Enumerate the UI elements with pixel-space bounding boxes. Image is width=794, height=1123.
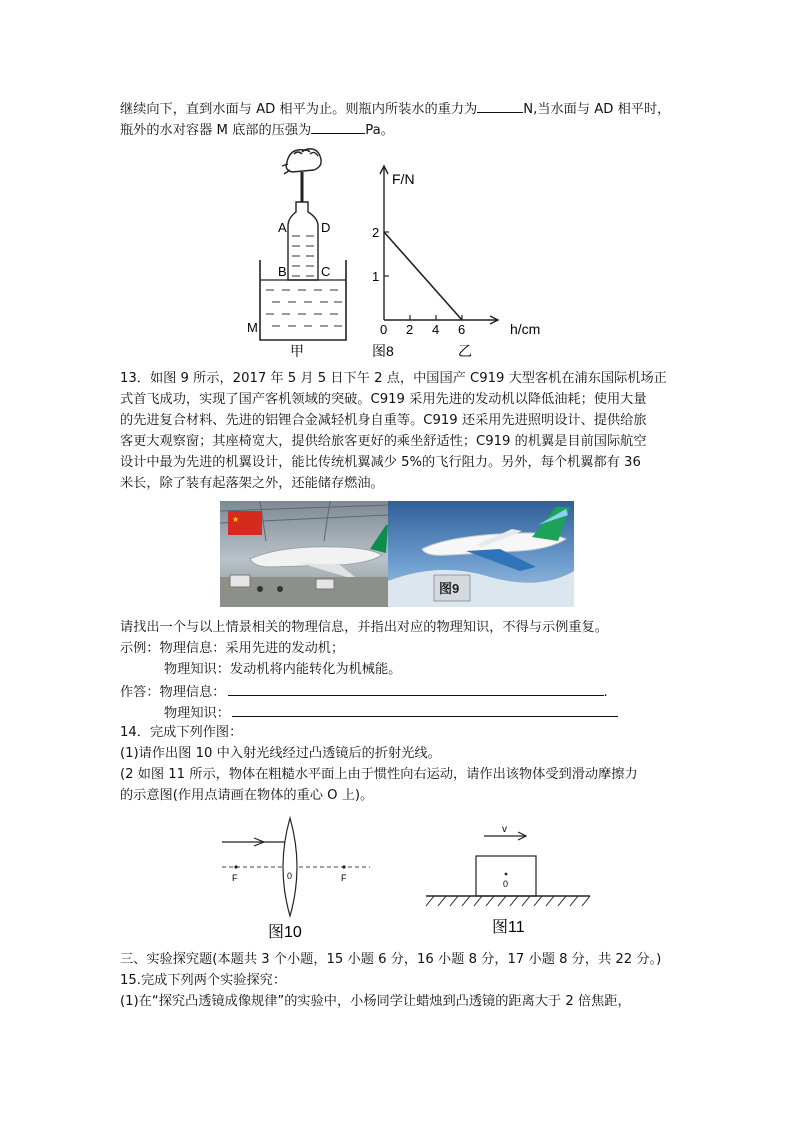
q13-answer-knowledge-row: 物理知识： (164, 702, 618, 724)
figure-8 (232, 140, 562, 362)
figure-10 (216, 816, 376, 944)
label-C: C (321, 264, 331, 279)
convex-lens (283, 818, 297, 916)
caption-jia: 甲 (290, 343, 304, 359)
velocity-label: v (502, 824, 507, 835)
q13-line-5: 设计中最为先进的机翼设计，能比传统机翼减少 5%的飞行阻力。另外，每个机翼都有 36 (120, 455, 641, 470)
focus-right: F (341, 873, 347, 883)
photo-c919-flight (388, 501, 574, 607)
answer-blank-info[interactable] (228, 681, 604, 696)
q12-line1: 继续向下，直到水面与 AD 相平为止。则瓶内所装水的重力为 N,当水面与 AD 相平时， (120, 98, 670, 120)
photo-c919-hangar (220, 501, 388, 607)
x-axis-label: h/cm (510, 321, 541, 337)
label-A: A (278, 220, 287, 235)
label-M: M (247, 320, 258, 335)
q13-instruction: 请找出一个与以上情景相关的物理信息，并指出对应的物理知识，不得与示例重复。 (120, 620, 608, 635)
fig11-caption: 图11 (492, 919, 525, 936)
center-of-gravity (505, 873, 508, 876)
x-tick-label: 0 (380, 322, 388, 337)
graph-yi (372, 166, 540, 337)
y-tick-label: 1 (372, 269, 380, 284)
section3-heading: 三、实验探究题(本题共 3 个小题，15 小题 6 分，16 小题 8 分，17 小题 8 分，共 22 分。) (120, 952, 662, 967)
fig9-caption: 图9 (439, 581, 460, 596)
q14-part2-line1: (2 如图 11 所示，物体在粗糙水平面上由于惯性向右运动，请作出该物体受到滑动摩擦力 (120, 767, 638, 782)
figure-9 (220, 501, 574, 607)
answer-blank-knowledge[interactable] (232, 702, 618, 717)
q13-line-1: 13．如图 9 所示，2017 年 5 月 5 日下午 2 点，中国国产 C919 大型客机在浦东国际机场正 (120, 371, 667, 386)
caption-fig8: 图8 (372, 343, 394, 359)
q12-line2: 瓶外的水对容器 M 底部的压强为 Pa。 (120, 119, 394, 141)
q15-title: 15.完成下列两个实验探究： (120, 973, 287, 988)
answer-blank[interactable] (311, 119, 365, 134)
hand-icon (282, 149, 321, 174)
q13-example-info: 示例：物理信息：采用先进的发动机； (120, 641, 345, 656)
x-tick-label: 6 (458, 322, 466, 337)
y-axis-label: F/N (392, 171, 415, 187)
svg-text:★: ★ (232, 515, 240, 524)
q15-part1: (1)在“探究凸透镜成像规律”的实验中，小杨同学让蜡烛到凸透镜的距离大于 2 倍焦距， (120, 994, 631, 1009)
q13-line-4: 客更大观察窗；其座椅宽大，提供给旅客更好的乘坐舒适性；C919 的机翼是目前国际航空 (120, 434, 647, 449)
x-tick-label: 2 (406, 322, 414, 337)
q13-line-3: 的先进复合材料、先进的铝锂合金减轻机身自重等。C919 还采用先进照明设计、提供给旅 (120, 413, 647, 428)
block (476, 856, 536, 896)
force-line (384, 232, 462, 320)
q13-example-knowledge: 物理知识：发动机将内能转化为机械能。 (164, 662, 402, 677)
y-tick-label: 2 (372, 225, 380, 240)
q13-line-6: 米长，除了装有起落架之外，还能储存燃油。 (120, 476, 384, 491)
q13-answer-info-row: 作答：物理信息： . (120, 681, 608, 703)
q14-part2-line2: 的示意图(作用点请画在物体的重心 O 上)。 (120, 788, 374, 803)
x-tick-label: 4 (432, 322, 440, 337)
bottle (288, 202, 318, 280)
figure-11 (420, 820, 596, 944)
q14-part1: (1)请作出图 10 中入射光线经过凸透镜后的折射光线。 (120, 746, 441, 761)
q14-title: 14．完成下列作图： (120, 725, 243, 740)
lens-center: 0 (287, 871, 293, 881)
block-center-label: 0 (503, 879, 509, 889)
fig10-caption: 图10 (268, 924, 302, 941)
label-B: B (278, 264, 287, 279)
caption-yi: 乙 (458, 343, 472, 359)
answer-blank[interactable] (477, 98, 523, 113)
focus-left: F (232, 873, 238, 883)
q13-line-2: 式首飞成功，实现了国产客机领域的突破。C919 采用先进的发动机以降低油耗；使用大量 (120, 392, 647, 407)
label-D: D (321, 220, 331, 235)
